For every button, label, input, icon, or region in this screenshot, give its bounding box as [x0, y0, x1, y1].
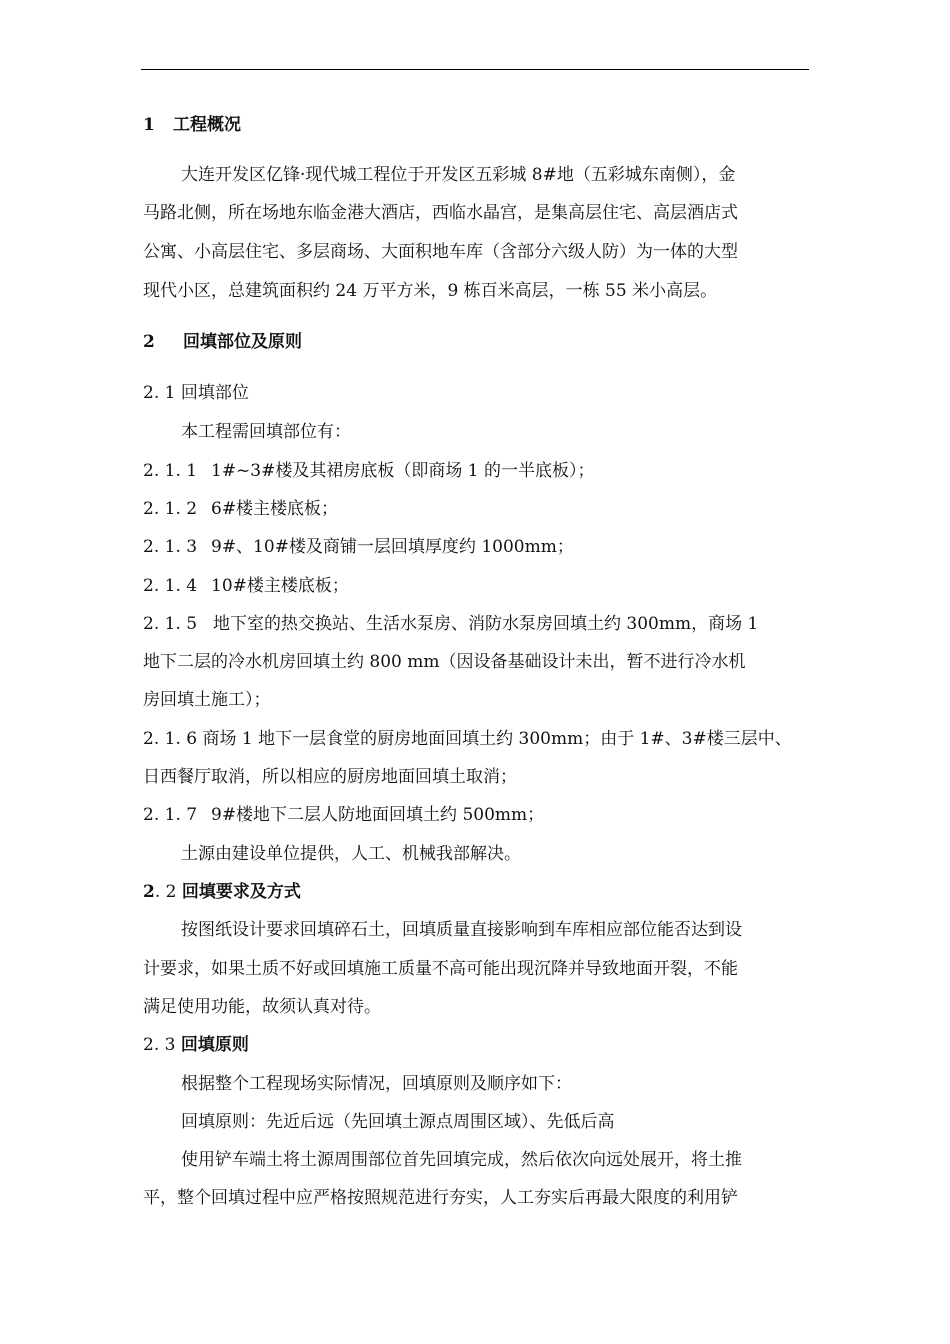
item-number: 2. 1. 6	[143, 729, 198, 749]
paragraph-line: 土源由建设单位提供，人工、机械我部解决。	[181, 844, 521, 864]
item-text: 1#~3#楼及其裙房底板（即商场 1 的一半底板）；	[211, 461, 595, 481]
subsection-title: 回填部位	[180, 383, 249, 403]
subsection-number: 2. 1	[143, 383, 176, 403]
intro-line: 本工程需回填部位有：	[181, 422, 351, 442]
paragraph-line: 公寓、小高层住宅、多层商场、大面积地车库（含部分六级人防）为一体的大型	[143, 242, 738, 262]
item-number: 2. 1. 5	[143, 614, 198, 634]
paragraph-line: 计要求，如果土质不好或回填施工质量不高可能出现沉降并导致地面开裂，不能	[143, 959, 738, 979]
paragraph-line: 按图纸设计要求回填碎石土，回填质量直接影响到车库相应部位能否达到设	[181, 920, 742, 940]
item-number: 2. 1. 3	[143, 537, 198, 557]
subsection-title: 回填原则	[180, 1035, 249, 1055]
list-item	[143, 612, 813, 636]
list-item	[143, 497, 813, 521]
item-text: 10#楼主楼底板；	[211, 576, 349, 596]
subsection-2-2-heading	[143, 880, 813, 904]
subsection-title: 回填要求及方式	[181, 882, 301, 902]
section-2-heading	[143, 330, 813, 354]
intro-line: 根据整个工程现场实际情况，回填原则及顺序如下：	[181, 1074, 572, 1094]
paragraph-line: 满足使用功能，故须认真对待。	[143, 997, 381, 1017]
list-item-continuation: 房回填土施工）；	[143, 690, 271, 710]
item-text: 9#楼地下二层人防地面回填土约 500mm；	[211, 805, 545, 825]
paragraph-line: 马路北侧，所在场地东临金港大酒店，西临水晶宫，是集高层住宅、高层酒店式	[143, 203, 738, 223]
paragraph-line: 使用铲车端土将土源周围部位首先回填完成，然后依次向远处展开，将土推	[181, 1150, 742, 1170]
principle-line: 回填原则：先近后远（先回填土源点周围区域）、先低后高	[181, 1112, 615, 1132]
item-number: 2. 1. 2	[143, 499, 198, 519]
item-number: 2. 1. 1	[143, 461, 198, 481]
subsection-number: 2. 3	[143, 1035, 176, 1055]
item-text: 地下室的热交换站、生活水泵房、消防水泵房回填土约 300mm，商场 1	[213, 614, 759, 634]
item-text: 商场 1 地下一层食堂的厨房地面回填土约 300mm；由于 1#、3#楼三层中、	[202, 729, 792, 749]
list-item	[143, 727, 813, 751]
item-number: 2. 1. 7	[143, 805, 198, 825]
list-item-continuation: 地下二层的冷水机房回填土约 800 mm（因设备基础设计未出，暂不进行冷水机	[143, 652, 746, 672]
subsection-2-1-heading	[143, 381, 813, 405]
header-rule	[141, 69, 809, 70]
item-number: 2. 1. 4	[143, 576, 198, 596]
section-1-heading	[143, 113, 813, 137]
list-item-continuation: 日西餐厅取消，所以相应的厨房地面回填土取消；	[143, 767, 517, 787]
section-number: 2	[143, 332, 155, 352]
paragraph-line: 大连开发区亿锋·现代城工程位于开发区五彩城 8#地（五彩城东南侧），金	[181, 165, 736, 185]
list-item	[143, 535, 813, 559]
paragraph-line: 平，整个回填过程中应严格按照规范进行夯实，人工夯实后再最大限度的利用铲	[143, 1188, 738, 1208]
paragraph-line: 现代小区，总建筑面积约 24 万平方米，9 栋百米高层，一栋 55 米小高层。	[143, 281, 718, 301]
section-title: 回填部位及原则	[183, 332, 302, 352]
section-title: 工程概况	[173, 115, 241, 135]
list-item	[143, 803, 813, 827]
list-item	[143, 574, 813, 598]
subsection-2-3-heading	[143, 1033, 813, 1057]
section-number: 1	[143, 115, 155, 135]
item-text: 9#、10#楼及商铺一层回填厚度约 1000mm；	[211, 537, 574, 557]
item-text: 6#楼主楼底板；	[211, 499, 339, 519]
subsection-number-rest: . 2	[154, 882, 177, 902]
list-item	[143, 459, 813, 483]
subsection-number-bold: 2	[143, 882, 155, 902]
